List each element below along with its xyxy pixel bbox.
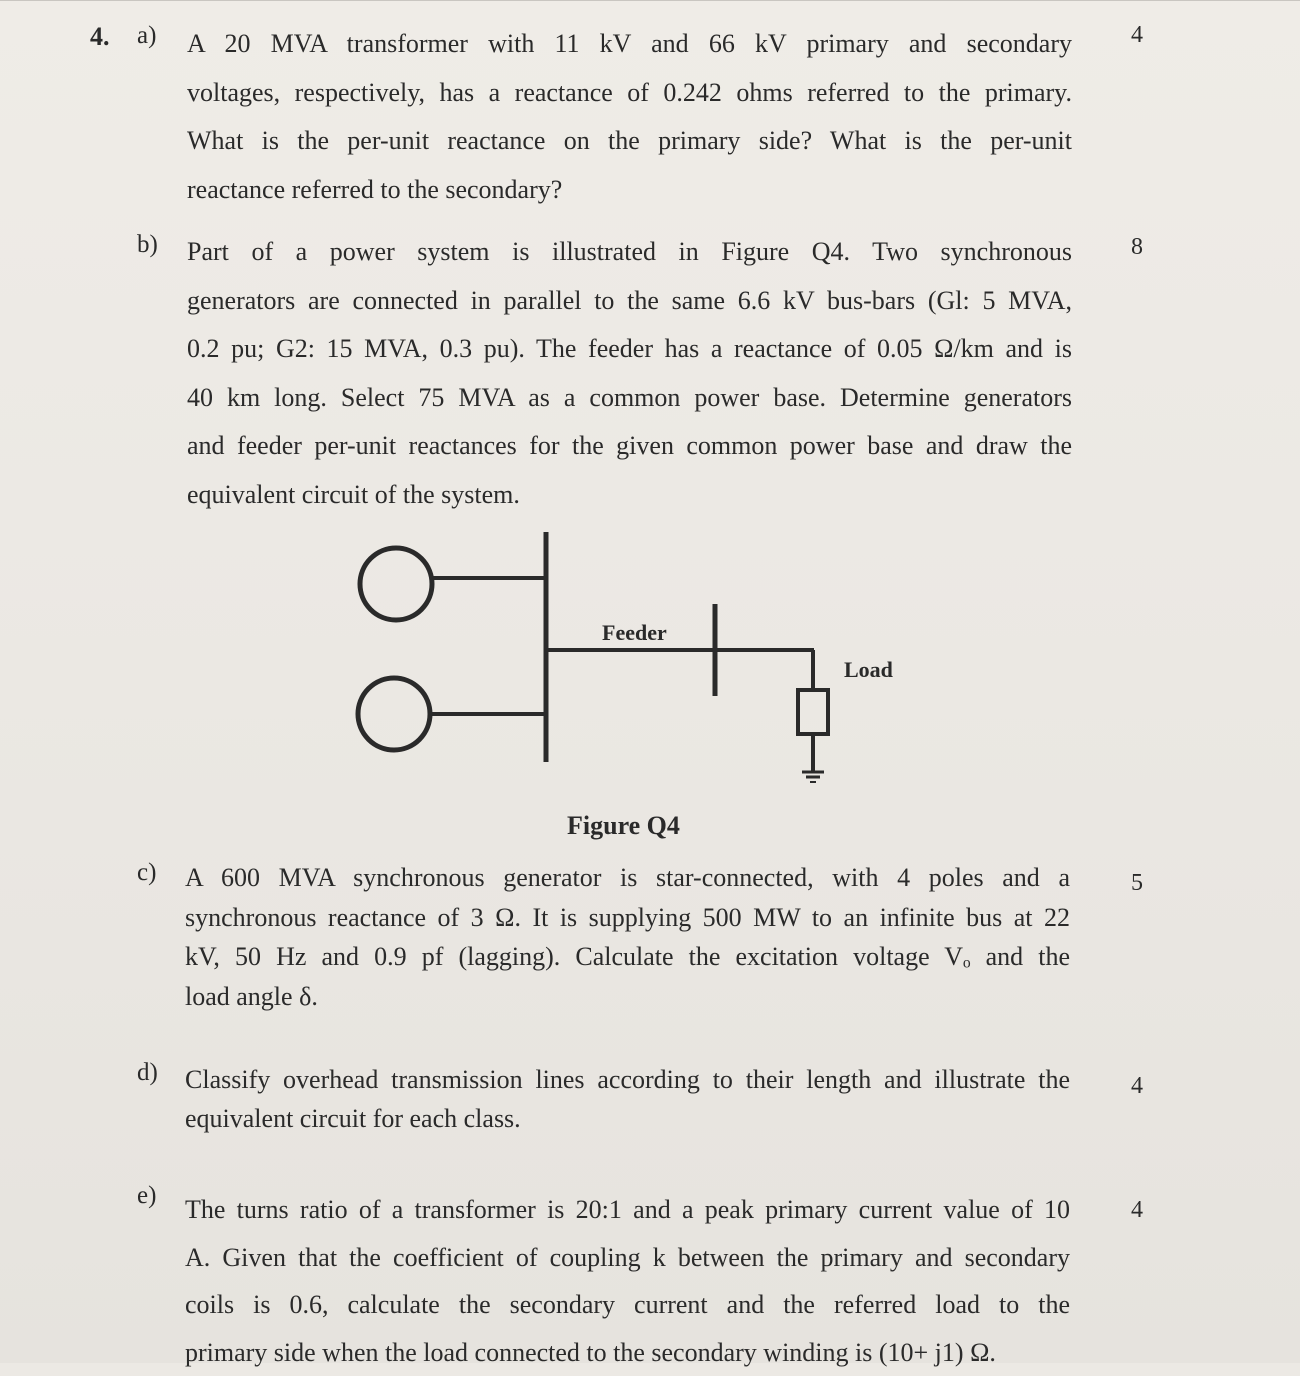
part-b-line-3: 0.2 pu; G2: 15 MVA, 0.3 pu). The feeder has a reactance of 0.05 Ω/km and is — [187, 325, 1072, 374]
load-label: Load — [844, 657, 893, 682]
generator-g1-symbol — [360, 548, 432, 620]
part-b-line-1: Part of a power system is illustrated in Figure Q4. Two synchronous — [187, 228, 1072, 277]
figure-q4-diagram — [340, 520, 940, 800]
part-a-label: a) — [137, 22, 156, 50]
part-e-line-4: primary side when the load connected to the secondary winding is (10+ j1) Ω. — [185, 1329, 1070, 1376]
part-e-label: e) — [137, 1182, 156, 1210]
part-b-line-6: equivalent circuit of the system. — [187, 471, 1072, 520]
part-d-marks: 4 — [1125, 1073, 1149, 1100]
part-a-line-1: A 20 MVA transformer with 11 kV and 66 kV primary and secondary — [187, 20, 1072, 69]
part-e-marks: 4 — [1125, 1197, 1149, 1224]
part-a-line-2: voltages, respectively, has a reactance of 0.242 ohms referred to the primary. — [187, 69, 1072, 118]
part-d-text — [185, 1060, 1070, 1138]
part-a-line-4: reactance referred to the secondary? — [187, 166, 1072, 215]
question-number: 4. — [90, 22, 110, 52]
part-d-line-1: Classify overhead transmission lines according to their length and illustrate the — [185, 1060, 1070, 1099]
part-c-line-1: A 600 MVA synchronous generator is star-connected, with 4 poles and a — [185, 858, 1070, 898]
part-c-marks: 5 — [1125, 870, 1149, 897]
part-b-label: b) — [137, 231, 158, 259]
part-b-text — [187, 228, 1072, 519]
part-a-text — [187, 20, 1072, 214]
generator-g2-symbol — [358, 678, 430, 750]
feeder-label: Feeder — [602, 620, 667, 645]
part-b-line-4: 40 km long. Select 75 MVA as a common power base. Determine generators — [187, 374, 1072, 423]
top-rule — [0, 0, 1300, 1]
part-e-text — [185, 1186, 1070, 1376]
part-b-marks: 8 — [1125, 234, 1149, 261]
part-e-line-1: The turns ratio of a transformer is 20:1 and a peak primary current value of 10 — [185, 1186, 1070, 1234]
part-c-line-3: kV, 50 Hz and 0.9 pf (lagging). Calculate the excitation voltage Vₒ and the — [185, 937, 1070, 977]
part-b-line-5: and feeder per-unit reactances for the given common power base and draw the — [187, 422, 1072, 471]
part-a-marks: 4 — [1125, 22, 1149, 49]
part-c-label: c) — [137, 859, 156, 887]
part-c-text — [185, 858, 1070, 1016]
part-c-line-2: synchronous reactance of 3 Ω. It is supplying 500 MW to an infinite bus at 22 — [185, 898, 1070, 938]
part-e-line-2: A. Given that the coefficient of coupling k between the primary and secondary — [185, 1234, 1070, 1282]
part-d-label: d) — [137, 1059, 158, 1087]
figure-caption: Figure Q4 — [567, 811, 680, 841]
part-a-line-3: What is the per-unit reactance on the primary side? What is the per-unit — [187, 117, 1072, 166]
part-d-line-2: equivalent circuit for each class. — [185, 1099, 1070, 1138]
part-c-line-4: load angle δ. — [185, 977, 1070, 1017]
part-e-line-3: coils is 0.6, calculate the secondary current and the referred load to the — [185, 1281, 1070, 1329]
part-b-line-2: generators are connected in parallel to the same 6.6 kV bus-bars (Gl: 5 MVA, — [187, 277, 1072, 326]
load-impedance-box — [798, 690, 828, 734]
